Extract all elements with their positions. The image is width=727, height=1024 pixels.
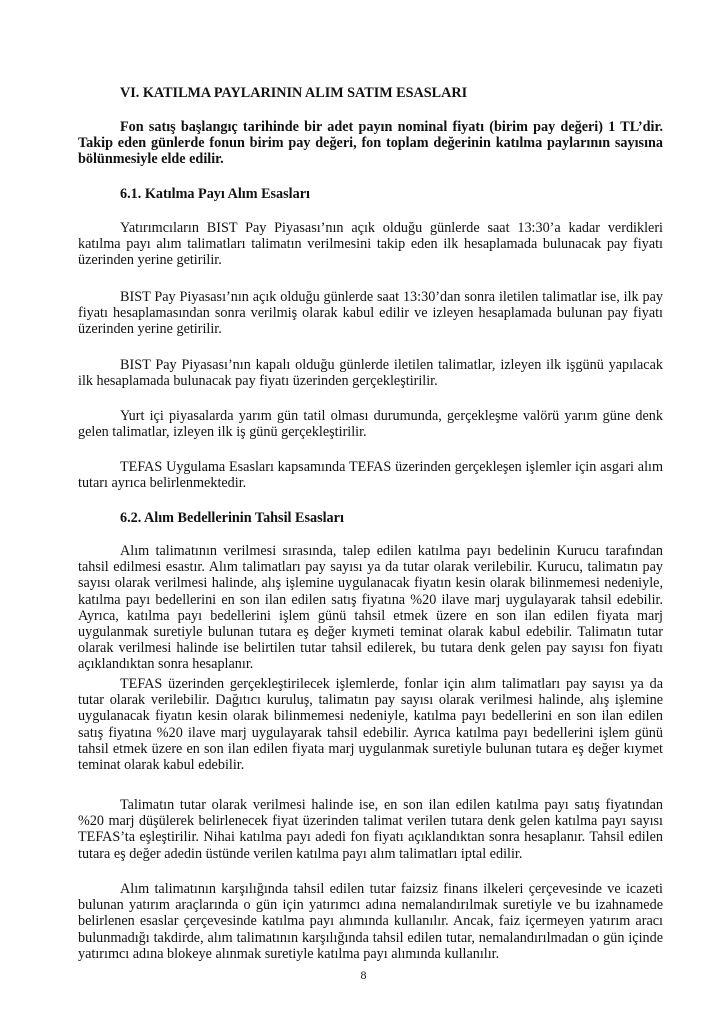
subsection-1-paragraph-2: BIST Pay Piyasası’nın açık olduğu günlerde saat 13:30’dan sonra iletilen talimatlar ise, ilk pay fiyatı hesaplamasından sonra verilmiş olarak kabul edilir ve izleyen hesaplamada bulunan pay fiyatı üzerinden yerine getirilir.	[78, 289, 663, 338]
subsection-1-paragraph-1: Yatırımcıların BIST Pay Piyasası’nın açık olduğu günlerde saat 13:30’a kadar verdikleri katılma payı alım talimatları talimatın verilmesini takip eden ilk hesaplamada bulunacak pay fiyatı üzerinden yerine getirilir.	[78, 220, 663, 269]
subsection-2-paragraph-1: Alım talimatının verilmesi sırasında, talep edilen katılma payı bedelinin Kurucu tarafından tahsil edilmesi esastır. Alım talimatları pay sayısı ya da tutar olarak verilebilir. Kurucu, talimatın pay sayısı olarak verilmesi halinde, alış işlemine uygulanacak fiyatın kesin olarak bilinmemesi nedeniyle, katılma payı bedellerini en son ilan edilen satış fiyatına %20 ilave marj uygulayarak tahsil edebilir. Ayrıca, katılma payı bedellerini işlem günü tahsil etmek üzere en son ilan edilen fiyata marj uygulanmak suretiyle bulunan tutara eş değer kıymeti teminat olarak kabul edebilir. Talimatın tutar olarak verilmesi halinde ise belirtilen tutar tahsil edilerek, bu tutara denk gelen pay sayısı fon fiyatı açıklandıktan sonra hesaplanır.	[78, 543, 663, 673]
subsection-1-paragraph-5: TEFAS Uygulama Esasları kapsamında TEFAS üzerinden gerçekleşen işlemler için asgari alım tutarı ayrıca belirlenmektedir.	[78, 459, 663, 492]
subsection-1-paragraph-4: Yurt içi piyasalarda yarım gün tatil olması durumunda, gerçekleşme valörü yarım güne denk gelen talimatlar, izleyen ilk iş günü gerçekleştirilir.	[78, 408, 663, 441]
intro-paragraph: Fon satış başlangıç tarihinde bir adet payın nominal fiyatı (birim pay değeri) 1 TL’dir. Takip eden günlerde fonun birim pay değeri, fon toplam değerinin katılma paylarının sayısına bölünmesiyle elde edilir.	[78, 119, 663, 168]
section-title: VI. KATILMA PAYLARININ ALIM SATIM ESASLARI	[120, 85, 468, 101]
subsection-2-paragraph-4: Alım talimatının karşılığında tahsil edilen tutar faizsiz finans ilkeleri çerçevesinde ve icazeti bulunan yatırım araçlarında o gün için yatırımcı adına nemalandırılmak suretiyle ve bu izahnamede belirlenen esaslar çerçevesinde katılma payı alımında kullanılır. Ancak, faiz içermeyen yatırım aracı bulunmadığı takdirde, alım talimatının karşılığında tahsil edilen tutar, nemalandırılmadan o gün içinde yatırımcı adına blokeye alınmak suretiyle katılma payı alımında kullanılır.	[78, 881, 663, 962]
subsection-2-paragraph-3: Talimatın tutar olarak verilmesi halinde ise, en son ilan edilen katılma payı satış fiyatından %20 marj düşülerek belirlenecek fiyat üzerinden talimat verilen tutara denk gelen katılma payı sayısı TEFAS’ta eşleştirilir. Nihai katılma payı adedi fon fiyatı açıklandıktan sonra hesaplanır. Tahsil edilen tutara eş değer adedin üstünde verilen katılma payı alım talimatları iptal edilir.	[78, 797, 663, 862]
page-number: 8	[360, 968, 367, 982]
subsection-1-paragraph-3: BIST Pay Piyasası’nın kapalı olduğu günlerde iletilen talimatlar, izleyen ilk işgünü yapılacak ilk hesaplamada bulunacak pay fiyatı üzerinden gerçekleştirilir.	[78, 357, 663, 390]
subsection-2-title: 6.2. Alım Bedellerinin Tahsil Esasları	[120, 510, 344, 526]
subsection-2-paragraph-2: TEFAS üzerinden gerçekleştirilecek işlemlerde, fonlar için alım talimatları pay sayısı ya da tutar olarak verilebilir. Dağıtıcı kuruluş, talimatın pay sayısı olarak verilmesi halinde, alış işlemine uygulanacak fiyatın kesin olarak bilinmemesi nedeniyle, katılma payı bedellerini en son ilan edilen satış fiyatına %20 ilave marj uygulayarak tahsil edebilir. Ayrıca katılma payı bedellerini işlem günü tahsil etmek üzere en son ilan edilen fiyata marj uygulanmak suretiyle bulunan tutara eş değer kıymet teminat olarak kabul edebilir.	[78, 676, 663, 774]
subsection-1-title: 6.1. Katılma Payı Alım Esasları	[120, 186, 310, 202]
